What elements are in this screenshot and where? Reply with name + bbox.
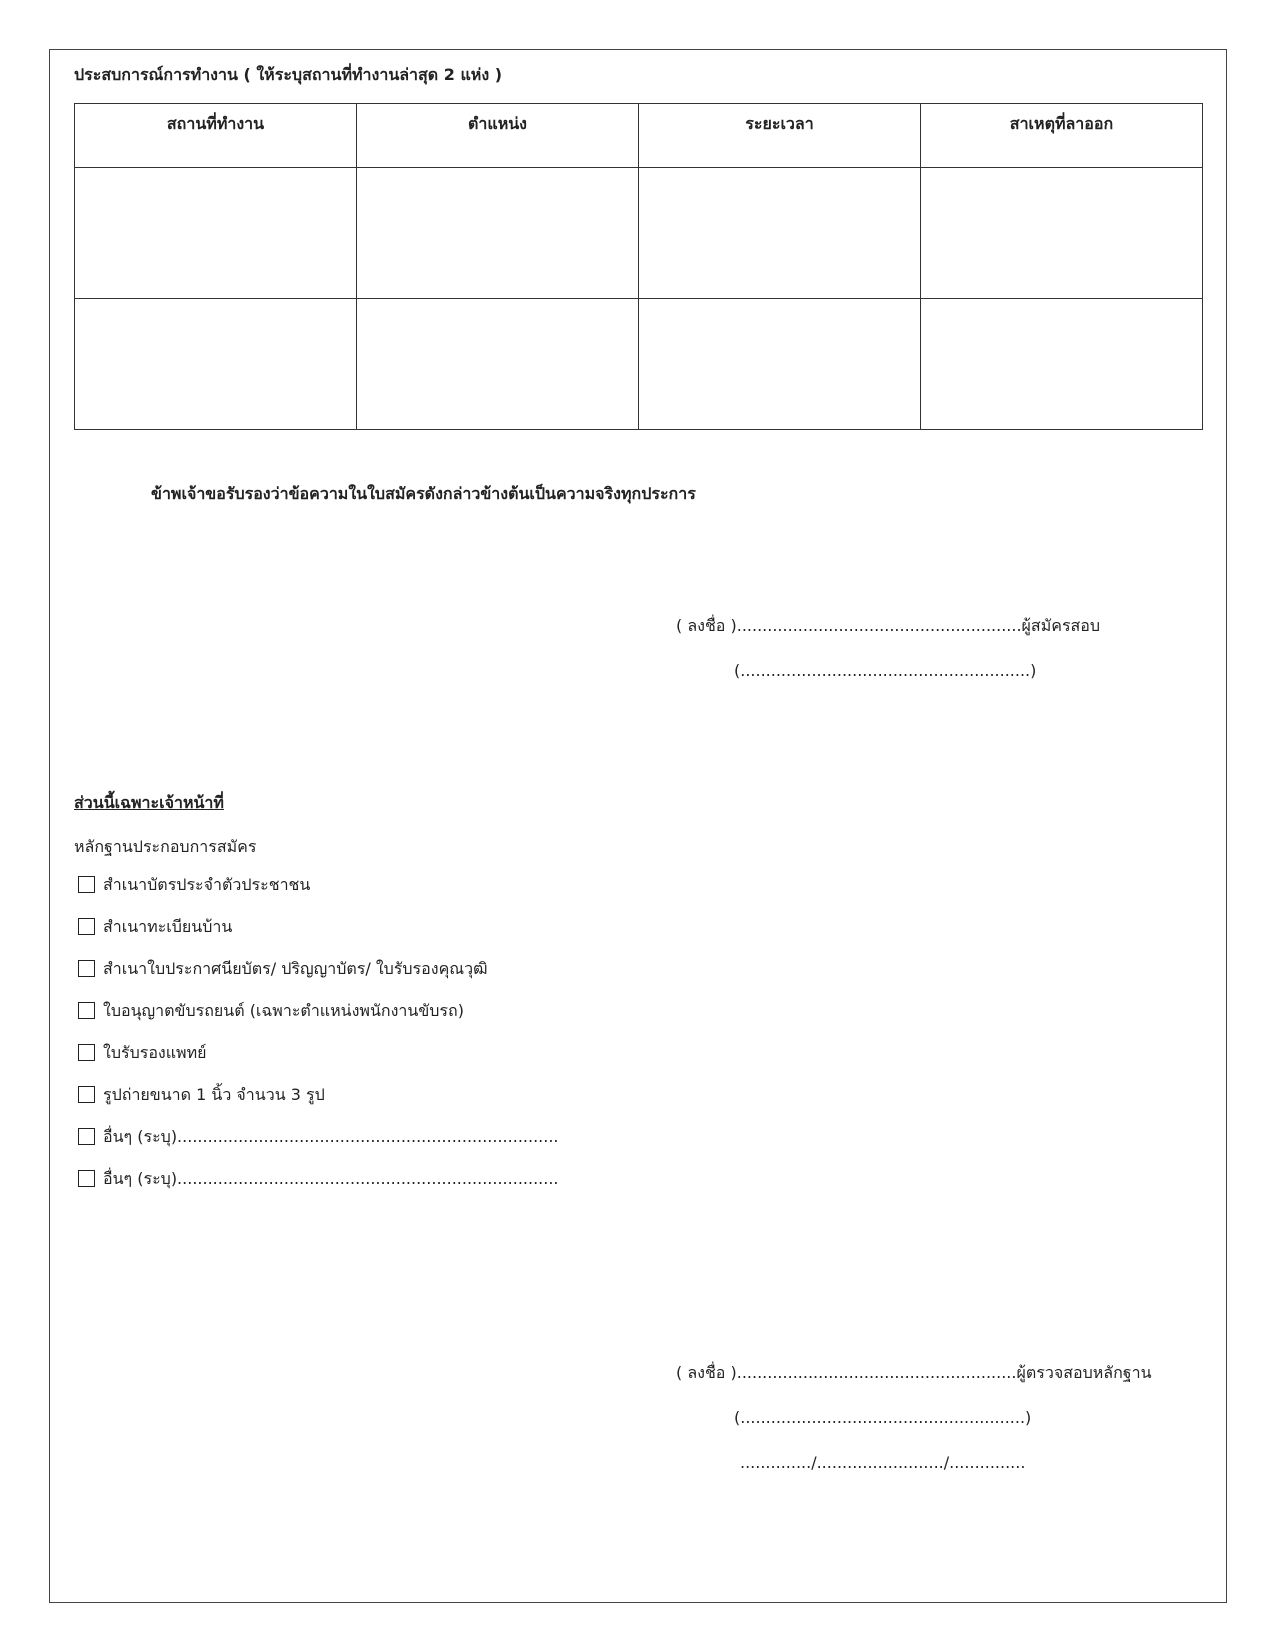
table-header-row [75,104,1203,168]
applicant-signature-line[interactable]: ( ลงชื่อ )........................................................ผู้สมัครสอบ [676,616,1101,635]
checklist-label: รูปถ่ายขนาด 1 นิ้ว จำนวน 3 รูป [103,1085,325,1104]
checkbox[interactable] [78,1002,95,1019]
staff-section-title: ส่วนนี้เฉพาะเจ้าหน้าที่ [74,793,224,812]
checklist-item-medical-certificate [78,1042,559,1084]
checkbox[interactable] [78,1086,95,1103]
checklist-label: ใบอนุญาตขับรถยนต์ (เฉพาะตำแหน่งพนักงานขับรถ) [103,1001,464,1020]
table-cell[interactable] [75,168,357,299]
column-header-workplace: สถานที่ทำงาน [75,104,357,168]
applicant-name-line[interactable]: (.........................................................) [734,661,1037,680]
table-row [75,299,1203,430]
column-header-duration: ระยะเวลา [639,104,921,168]
checklist-item-photos [78,1084,559,1126]
checklist-item-other [78,1168,559,1210]
table-row [75,168,1203,299]
table-cell[interactable] [357,168,639,299]
table-cell[interactable] [75,299,357,430]
work-experience-table [74,103,1203,430]
checkbox[interactable] [78,918,95,935]
checklist-item-id-card [78,874,559,916]
table-cell[interactable] [639,299,921,430]
table-cell[interactable] [921,168,1203,299]
checklist-label: สำเนาทะเบียนบ้าน [103,917,233,936]
checklist-label: อื่นๆ (ระบุ)........................................................................... [103,1169,559,1188]
checklist-label: อื่นๆ (ระบุ)........................................................................... [103,1127,559,1146]
verifier-signature-line[interactable]: ( ลงชื่อ ).......................................................ผู้ตรวจสอบหลักฐาน [676,1363,1152,1382]
checklist-item-driving-license [78,1000,559,1042]
column-header-position: ตำแหน่ง [357,104,639,168]
checkbox[interactable] [78,960,95,977]
evidence-label: หลักฐานประกอบการสมัคร [74,837,257,856]
checklist-label: สำเนาบัตรประจำตัวประชาชน [103,875,311,894]
table-cell[interactable] [921,299,1203,430]
checkbox[interactable] [78,1128,95,1145]
certification-statement: ข้าพเจ้าขอรับรองว่าข้อความในใบสมัครดังกล่าวข้างต้นเป็นความจริงทุกประการ [151,484,696,503]
table-cell[interactable] [639,168,921,299]
checkbox[interactable] [78,1170,95,1187]
checklist-item-certificate [78,958,559,1000]
checklist-item-house-registration [78,916,559,958]
checkbox[interactable] [78,1044,95,1061]
checklist-label: ใบรับรองแพทย์ [103,1043,207,1062]
checklist-item-other [78,1126,559,1168]
work-experience-title: ประสบการณ์การทำงาน ( ให้ระบุสถานที่ทำงานล่าสุด 2 แห่ง ) [74,65,503,84]
evidence-checklist [78,874,559,1210]
column-header-reason-for-leaving: สาเหตุที่ลาออก [921,104,1203,168]
verification-date-line[interactable]: ............../........................./............... [740,1453,1026,1472]
table-cell[interactable] [357,299,639,430]
checkbox[interactable] [78,876,95,893]
checklist-label: สำเนาใบประกาศนียบัตร/ ปริญญาบัตร/ ใบรับรองคุณวุฒิ [103,959,488,978]
verifier-name-line[interactable]: (........................................................) [734,1408,1032,1427]
